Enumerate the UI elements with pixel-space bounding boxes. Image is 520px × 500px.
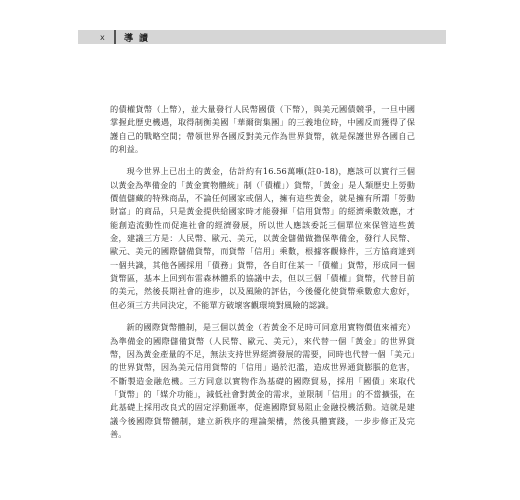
- header-divider: [114, 30, 116, 44]
- body-text: [110, 103, 415, 450]
- paragraph-3: 新的國際貨幣體制，是三個以黃金（若黃金不足時可同意用實物價值來補充）為準備金的國際儲備貨幣（人民幣、歐元、美元），來代替一個「黃金」的世界貨幣，因為黃金產量的不足，無法支持世界經濟發展的需要，同時也代替一個「美元」的世界貨幣，因為美元信用貨幣的「信用」過於氾濫，造成世界通貨膨脹的危害，不斷製造金融危機。三方同意以實物作為基礎的國際貿易，採用「國債」來取代「貨幣」的「媒介功能」，減低社會對黃金的需求，並限制「信用」的不當擴張，在此基礎上採用改良式的固定浮動匯率，促進國際貿易阻止金融投機活動。這就是建議今後國際貨幣體制，建立新秩序的理論架構，然後具體實踐，一步步修正及完善。: [110, 322, 415, 439]
- paragraph-1: 的債權貨幣（上幣），並大量發行人民幣國債（下幣），與美元國債競爭，一旦中國掌握此歷史機遇，取得制衡美國「華爾街集團」的三義地位時，中國反而獲得了保護自己的戰略空間；帶領世界各國反對美元作為世界貨幣，就是保護世界各國自己的利益。: [110, 104, 415, 155]
- paragraph-2: 現今世界上已出土的黃金，估計約有16.56萬噸(註0-18)，應該可以實行三個以黃金為準備金的「黃金實物體統」制（「債權」）貨幣，「黃金」是人類歷史上勞動價值儲藏的特殊商品，不論任何國家或個人，擁有這些黃金，就是擁有所謂「勞動財富」的商品，只是黃金提供給國家時才能發揮「信用貨幣」的經濟乘數效應，才能創造流動性而促進社會的經濟發展，所以世人應該委託三個單位來保管這些黃金，建議三方是：人民幣、歐元、美元，以黃金儲備做擔保準備金，發行人民幣、歐元、美元的國際儲備貨幣，而貨幣「信用」乘數，根據客觀條件，三方協商達到一個共識，其他各國採用「債務」貨幣，各自盯住某一「債權」貨幣，形成同一個貨幣區，基本上回到布雷森林體系的協議中去，但以三個「債權」貨幣，代替目前的美元，然後長期社會的進步，以及風險的評估，今後優化使貨幣乘數愈大愈好，但必須三方共同決定，不能單方破壞客觀環境對風險的認識。: [110, 166, 415, 310]
- page-number: x: [100, 32, 105, 42]
- page-header: [78, 30, 446, 44]
- chapter-title: 導讀: [124, 33, 155, 44]
